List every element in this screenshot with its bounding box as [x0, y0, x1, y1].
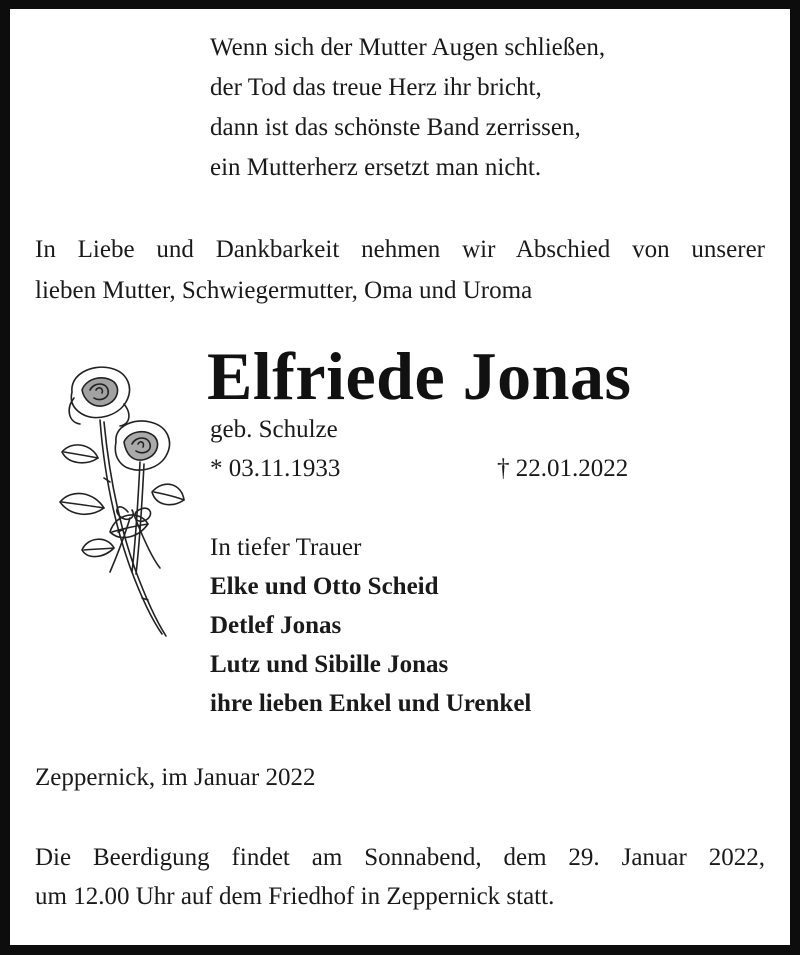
birth-date: * 03.11.1933: [210, 455, 341, 482]
funeral-line-2: um 12.00 Uhr auf dem Friedhof in Zeppernick statt.: [35, 883, 555, 910]
intro-text: [35, 229, 765, 311]
intro-line-2: lieben Mutter, Schwiegermutter, Oma und Uroma: [35, 277, 533, 304]
mourners-list: [210, 528, 531, 723]
mourner-name: Lutz und Sibille Jonas: [210, 651, 449, 678]
mourner-name: Detlef Jonas: [210, 612, 342, 639]
poem-line: ein Mutterherz ersetzt man nicht.: [210, 154, 542, 181]
funeral-info: [35, 838, 765, 916]
deceased-name: Elfriede Jonas: [207, 338, 632, 414]
poem-line: dann ist das schönste Band zerrissen,: [210, 114, 581, 141]
poem-line: Wenn sich der Mutter Augen schließen,: [210, 34, 606, 61]
intro-line-1: In Liebe und Dankbarkeit nehmen wir Abschied von unserer: [35, 236, 765, 263]
place-date: Zeppernick, im Januar 2022: [35, 764, 316, 791]
poem-line: der Tod das treue Herz ihr bricht,: [210, 74, 542, 101]
funeral-line-1: Die Beerdigung findet am Sonnabend, dem 29. Januar 2022,: [35, 844, 765, 871]
death-date: † 22.01.2022: [497, 455, 629, 482]
mourner-name: Elke und Otto Scheid: [210, 573, 439, 600]
poem: [210, 28, 750, 188]
mourners-heading: In tiefer Trauer: [210, 534, 362, 561]
roses-icon: [52, 362, 187, 642]
maiden-name: geb. Schulze: [210, 416, 338, 443]
mourner-name: ihre lieben Enkel und Urenkel: [210, 690, 532, 717]
